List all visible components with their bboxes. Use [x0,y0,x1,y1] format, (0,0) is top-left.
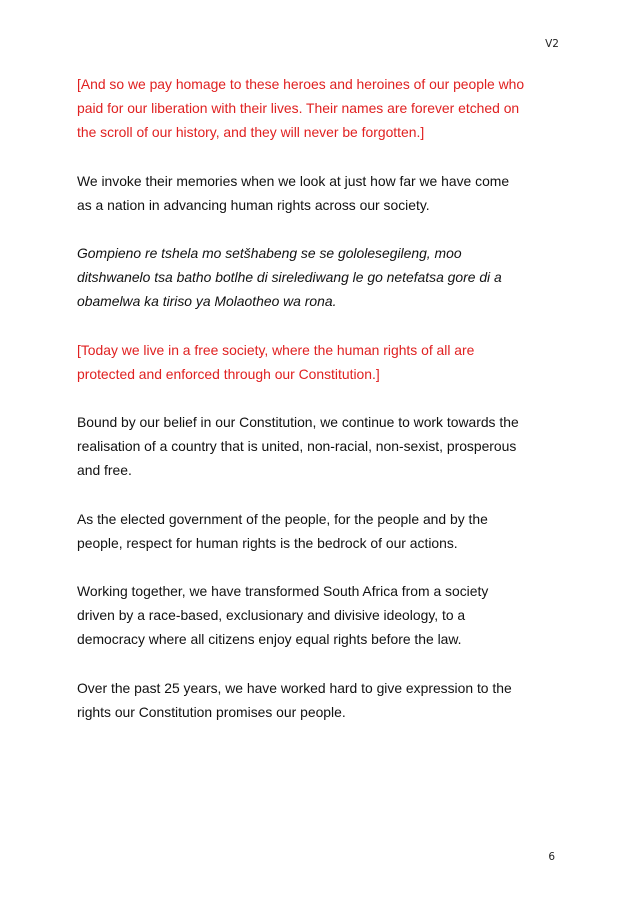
paragraph-free-society [77,338,577,386]
paragraph-past-25-years [77,676,577,724]
text-line: paid for our liberation with their lives. Their names are forever etched on [77,100,520,117]
page-number: 6 [548,851,555,863]
text-line: and free. [77,462,132,479]
paragraph-constitution-belief [77,410,577,483]
paragraph-memories [77,169,577,217]
text-line: Gompieno re tshela mo setšhabeng se se gololesegileng, moo [77,245,462,262]
version-label: V2 [545,38,559,50]
text-line: realisation of a country that is united, non-racial, non-sexist, prosperous [77,438,517,455]
paragraph-homage [77,72,577,145]
text-line: rights our Constitution promises our people. [77,703,346,720]
text-line: [And so we pay homage to these heroes and heroines of our people who [77,76,525,92]
text-line: ditshwanelo tsa batho botlhe di sirelediwang le go netefatsa gore di a [77,269,502,286]
text-line: [Today we live in a free society, where the human rights of all are [77,341,475,358]
text-line: We invoke their memories when we look at just how far we have come [77,172,510,189]
text-line: As the elected government of the people, for the people and by the [77,510,488,527]
document-body [77,72,577,748]
text-line: the scroll of our history, and they will never be forgotten.] [77,124,425,141]
text-line: driven by a race-based, exclusionary and divisive ideology, to a [77,607,466,624]
text-line: Working together, we have transformed South Africa from a society [77,583,489,600]
text-line: people, respect for human rights is the bedrock of our actions. [77,534,458,551]
text-line: democracy where all citizens enjoy equal rights before the law. [77,631,462,648]
text-line: protected and enforced through our Constitution.] [77,365,380,382]
text-line: Bound by our belief in our Constitution, we continue to work towards the [77,414,519,431]
text-line: as a nation in advancing human rights across our society. [77,196,430,213]
paragraph-setswana [77,241,577,314]
paragraph-elected-government [77,507,577,555]
text-line: Over the past 25 years, we have worked hard to give expression to the [77,679,512,696]
paragraph-working-together [77,579,577,652]
text-line: obamelwa ka tiriso ya Molaotheo wa rona. [77,293,337,310]
